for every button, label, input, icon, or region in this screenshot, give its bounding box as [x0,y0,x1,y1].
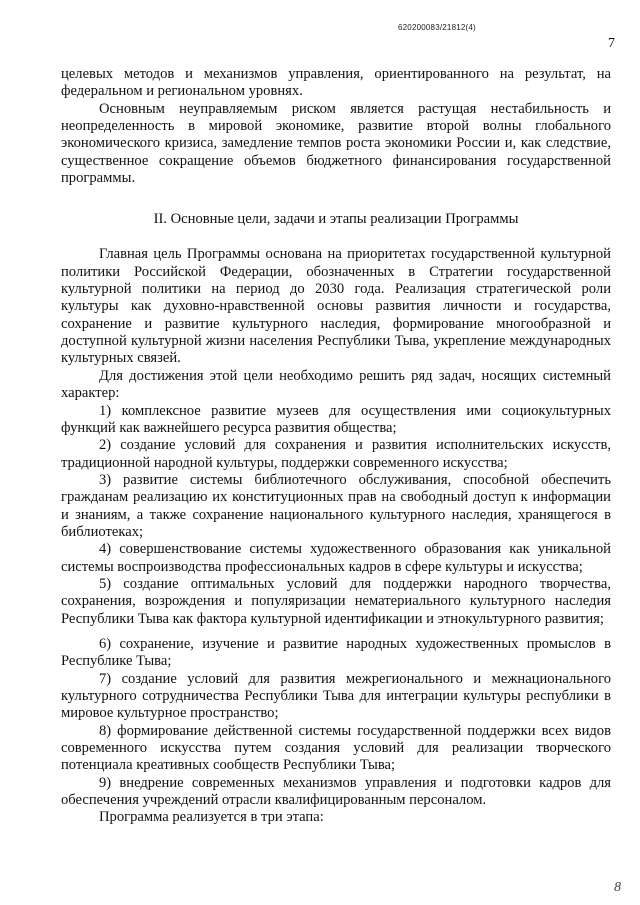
document-code: 620200083/21812(4) [398,23,476,32]
page-number: 7 [608,36,615,51]
task-item-2: 2) создание условий для сохранения и развития исполнительских искусств, традиционной народной культуры, поддержки современного искусства; [61,437,611,471]
paragraph-main-goal: Главная цель Программы основана на приоритетах государственной культурной политики Российской Федерации, обозначенных в Стратегии государственной культурной политики на период до 2030 года. Реализация стратегической роли культуры как духовно-нравственной основы развития личности и государства, сохранение и развитие культурного наследия, формирование многообразной и доступной культурной жизни населения Республики Тыва, укрепление международных культурных связей. [61,246,611,367]
task-item-6: 6) сохранение, изучение и развитие народных художественных промыслов в Республике Тыва; [61,635,611,670]
paragraph-risk: Основным неуправляемым риском является растущая нестабильность и неопределенность в мировой экономике, развитие второй волны глобального экономического кризиса, замедление темпов роста экономики России и, как следствие, существенное сокращение объемов бюджетного финансирования государственной программы. [61,100,611,187]
paragraph-tasks-intro: Для достижения этой цели необходимо решить ряд задач, носящих системный характер: [61,367,611,402]
task-item-3: 3) развитие системы библиотечного обслуживания, способной обеспечить гражданам реализацию их конституционных прав на свободный доступ к информации и знаниям, а также сохранение национального культурного наследия, хранящегося в библиотеках; [61,471,611,540]
handwritten-page-mark: 8 [614,880,621,895]
task-item-7: 7) создание условий для развития межрегионального и межнационального культурного сотрудничества Республики Тыва для интеграции культуры республики в мировое культурное пространство; [61,670,611,722]
section-title: II. Основные цели, задачи и этапы реализации Программы [153,211,519,228]
paragraph-stages: Программа реализуется в три этапа: [99,809,324,826]
paragraph-continuation: целевых методов и механизмов управления, ориентированного на результат, на федеральном и региональном уровнях. [61,66,611,100]
task-item-9: 9) внедрение современных механизмов управления и подготовки кадров для обеспечения учреждений отрасли квалифицированным персоналом. [61,774,611,809]
task-item-5: 5) создание оптимальных условий для поддержки народного творчества, сохранения, возрождения и популяризации нематериального культурного наследия Республики Тыва как фактора культурной идентификации и этнокультурного развития; [61,575,611,627]
task-item-1: 1) комплексное развитие музеев для осуществления ими социокультурных функций как важнейшего ресурса развития общества; [61,402,611,436]
task-item-4: 4) совершенствование системы художественного образования как уникальной системы воспроизводства профессиональных кадров в сфере культуры и искусства; [61,541,611,575]
spacer [61,628,611,636]
task-item-8: 8) формирование действенной системы государственной поддержки всех видов современного искусства путем создания условий для реализации творческого потенциала креативных сообществ Республики Тыва; [61,722,611,774]
document-body [61,66,611,827]
